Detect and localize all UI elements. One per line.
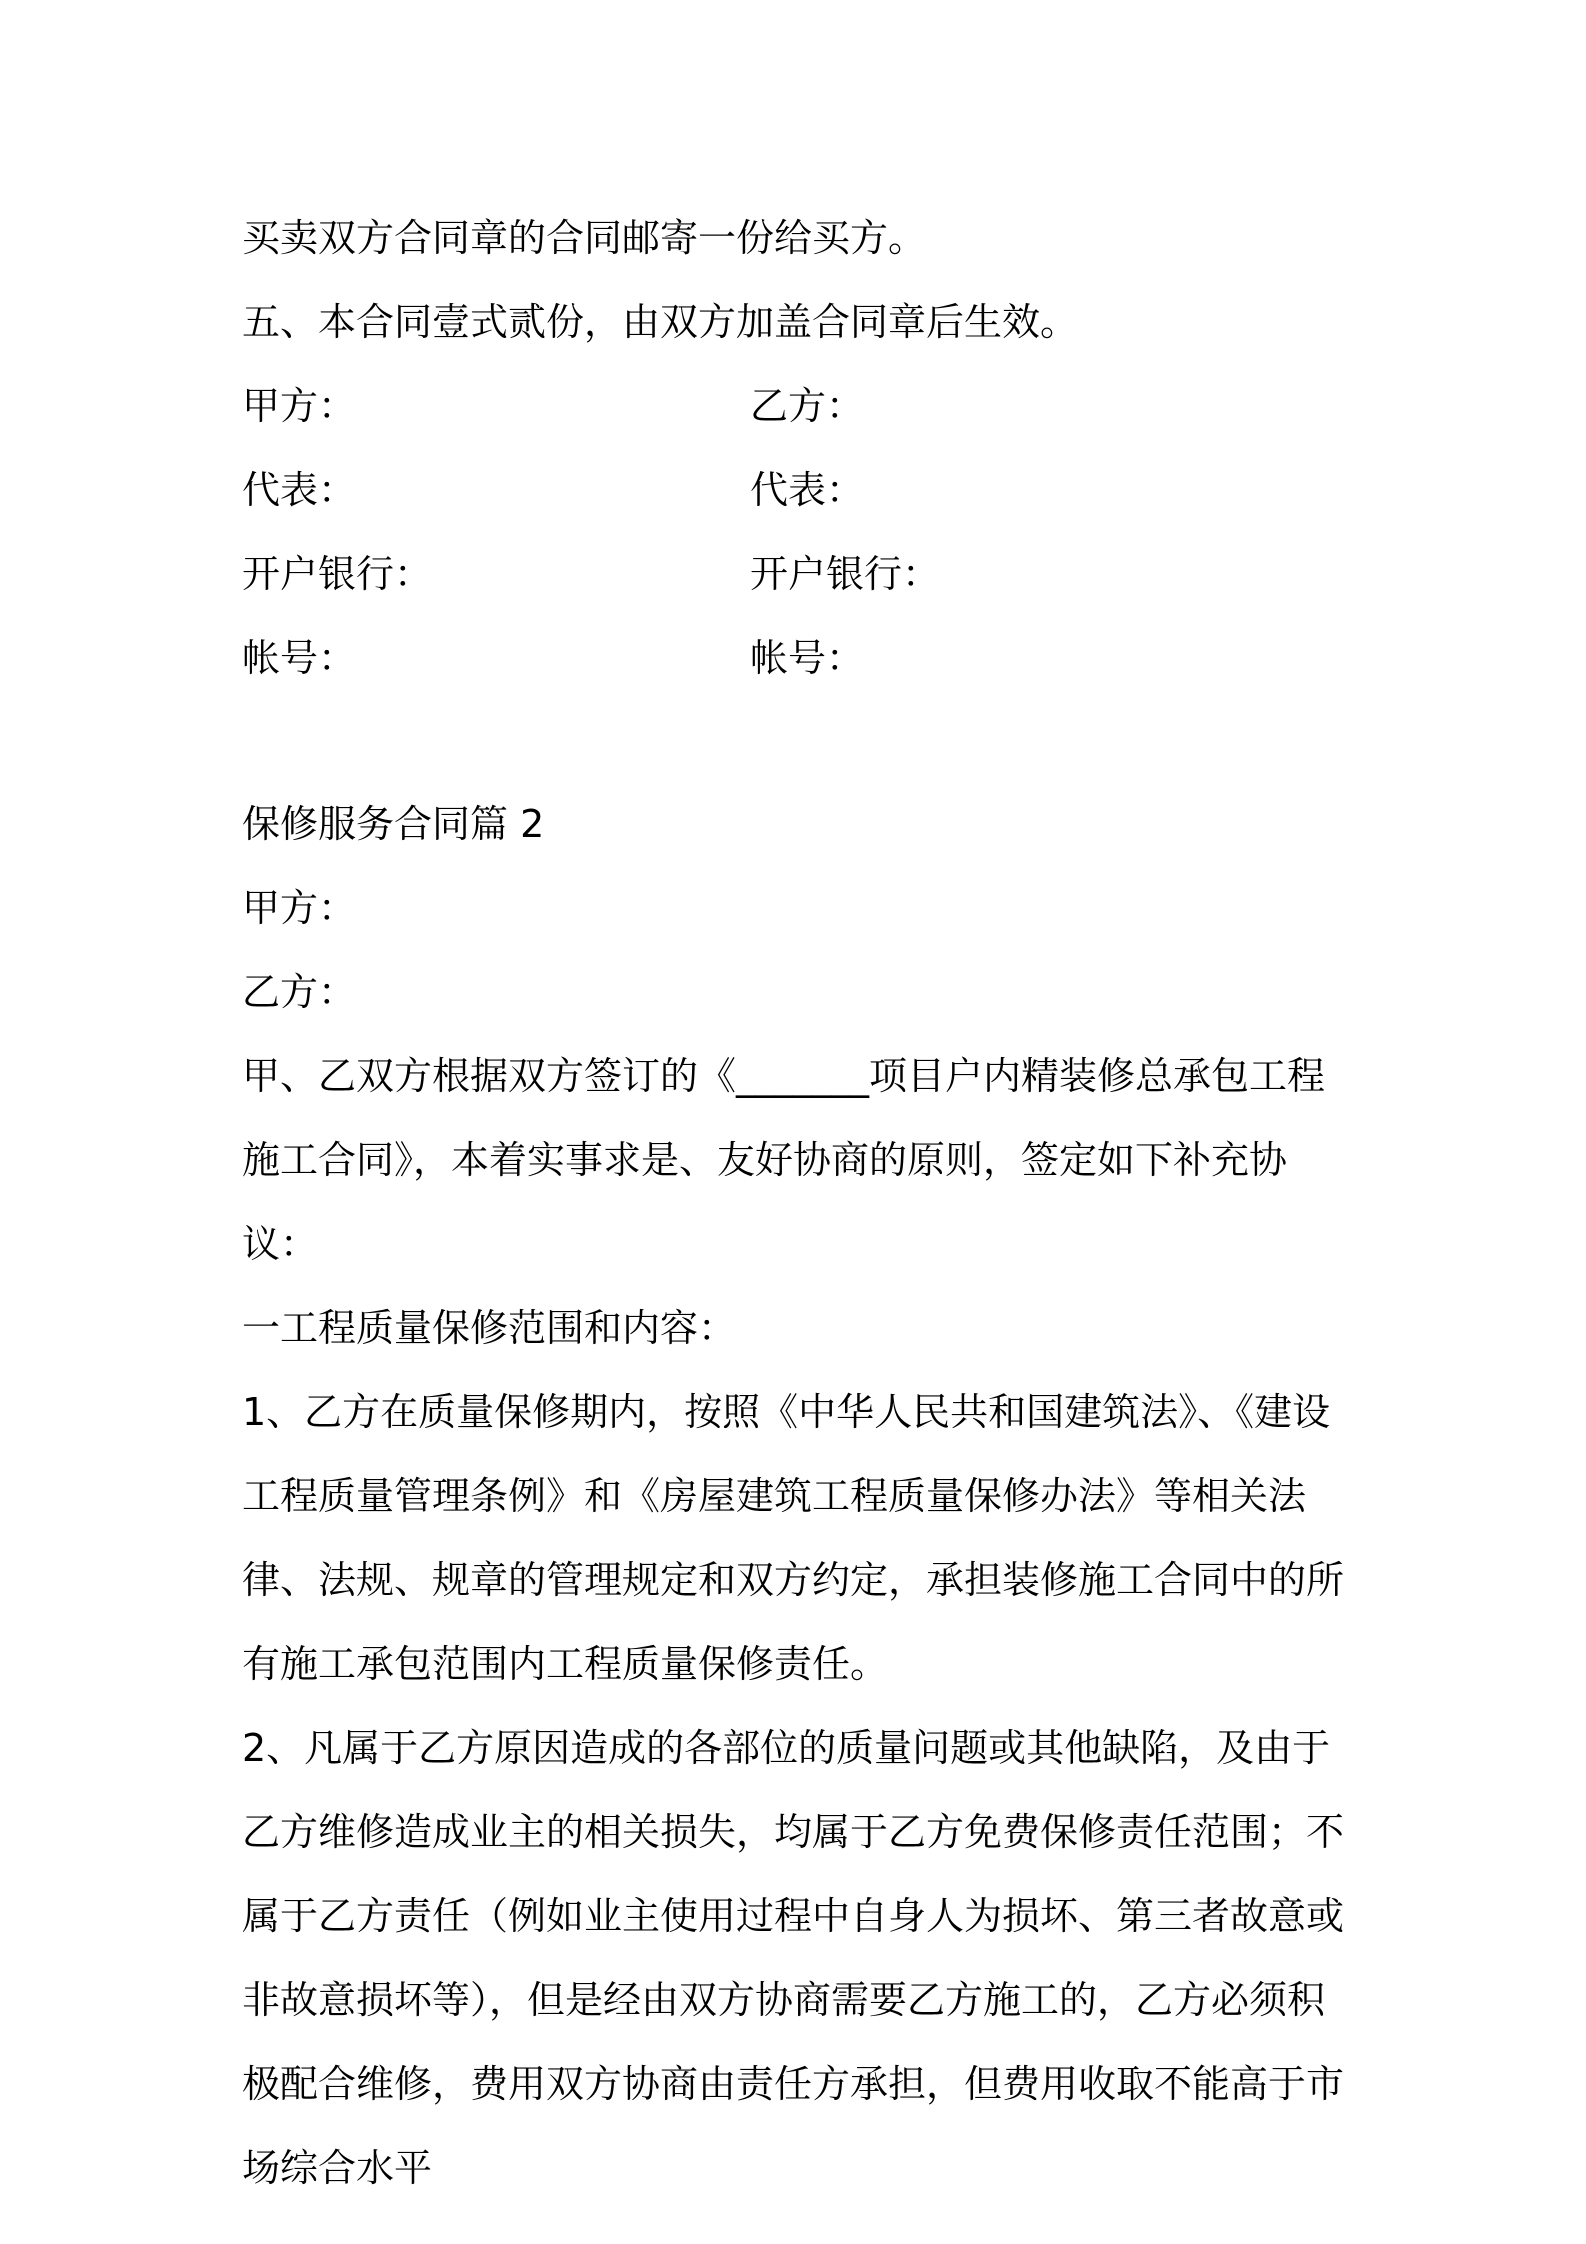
- section-heading: 一工程质量保修范围和内容：: [242, 1306, 737, 1350]
- signature-row-party: [242, 364, 1362, 448]
- bank-a-label: 开户银行：: [242, 552, 433, 596]
- party-b-label: 乙方：: [750, 384, 865, 428]
- section-spacer: [242, 700, 1362, 782]
- text-line: 买卖双方合同章的合同邮寄一份给买方。: [242, 216, 927, 260]
- text-line: 五、本合同壹式贰份，由双方加盖合同章后生效。: [242, 300, 1079, 344]
- signature-row-account: [242, 616, 1362, 700]
- intro-paragraph: 甲、乙双方根据双方签订的《_______项目户内精装修总承包工程施工合同》，本着实事求是、友好协商的原则，签定如下补充协议：: [242, 1054, 1326, 1266]
- document-body: [242, 196, 1362, 2210]
- bank-b-label: 开户银行：: [750, 552, 941, 596]
- account-b-label: 帐号：: [750, 636, 865, 680]
- representative-a-label: 代表：: [242, 468, 357, 512]
- party-a-line: 甲方：: [242, 886, 357, 930]
- clause-item-2: 2、凡属于乙方原因造成的各部位的质量问题或其他缺陷，及由于乙方维修造成业主的相关损失，均属于乙方免费保修责任范围；不属于乙方责任（例如业主使用过程中自身人为损坏、第三者故意或非故意损坏等），但是经由双方协商需要乙方施工的，乙方必须积极配合维修，费用双方协商由责任方承担，但费用收取不能高于市场综合水平: [242, 1726, 1345, 2190]
- representative-b-label: 代表：: [750, 468, 865, 512]
- clause-item-1: 1、乙方在质量保修期内，按照《中华人民共和国建筑法》、《建设工程质量管理条例》和《房屋建筑工程质量保修办法》等相关法律、法规、规章的管理规定和双方约定，承担装修施工合同中的所有施工承包范围内工程质量保修责任。: [242, 1390, 1345, 1686]
- party-a-label: 甲方：: [242, 384, 357, 428]
- section-title: 保修服务合同篇 2: [242, 802, 545, 846]
- account-a-label: 帐号：: [242, 636, 357, 680]
- party-b-line: 乙方：: [242, 970, 357, 1014]
- signature-row-bank: [242, 532, 1362, 616]
- signature-row-representative: [242, 448, 1362, 532]
